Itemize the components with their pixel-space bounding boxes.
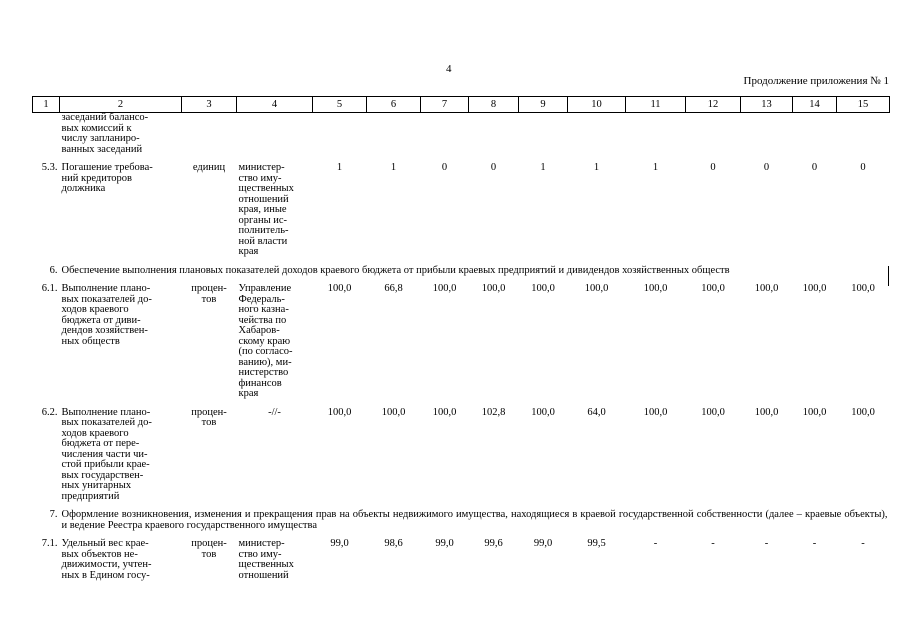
page-number: 4 — [446, 63, 452, 75]
value-cell: 100,0 — [802, 283, 827, 294]
value-cell: 100,0 — [643, 283, 668, 294]
value-cell: 99,0 — [533, 538, 553, 549]
value-cell: 100,0 — [432, 283, 457, 294]
row-number: 7.1. — [41, 538, 58, 549]
value-cell: 100,0 — [754, 406, 779, 418]
value-cell: 100,0 — [754, 283, 779, 294]
section-title: Обеспечение выполнения плановых показателей доходов краевого бюджета от прибыли краевых предприятий и дивидендов хозяйственных обществ — [61, 264, 730, 276]
value-cell: 1 — [593, 162, 600, 173]
responsible-cell: министер- ство иму- щественных отношений края, иные органы ис- полнитель- ной власти края — [238, 162, 294, 257]
value-cell: - — [861, 538, 865, 549]
value-cell: 100,0 — [327, 283, 352, 294]
value-cell: 99,5 — [587, 538, 606, 549]
value-cell: 1 — [390, 162, 397, 173]
col-header: 10 — [568, 97, 626, 113]
value-cell: 100,0 — [531, 283, 555, 294]
value-cell: 99,0 — [435, 538, 454, 549]
value-cell: 99,0 — [330, 538, 349, 549]
indicator-name: Выполнение плано- вых показателей до- ходов краевого бюджета от пере- числения части чи- стой прибыли крае- вых государствен- ных унитарных предприятий — [61, 406, 152, 502]
indicators-table — [32, 96, 890, 581]
col-header: 2 — [60, 97, 182, 113]
indicator-name: заседаний балансо- вых комиссий к числу запланиро- ванных заседаний — [61, 112, 149, 155]
unit-cell: процен- тов — [191, 538, 227, 560]
col-header: 3 — [182, 97, 237, 113]
col-header: 9 — [519, 97, 568, 113]
section-number: 7. — [49, 509, 58, 520]
col-header: 14 — [793, 97, 837, 113]
indicator-name: Погашение требова- ний кредиторов должника — [61, 162, 153, 194]
section-number: 6. — [49, 264, 58, 276]
value-cell: 102,8 — [481, 406, 506, 418]
col-header: 8 — [469, 97, 519, 113]
value-cell: 0 — [763, 162, 770, 173]
table-row — [33, 408, 890, 511]
value-cell: - — [653, 538, 658, 549]
col-header: 1 — [33, 97, 60, 113]
table-row — [33, 113, 890, 164]
indicator-name: Выполнение плано- вых показателей до- ходов краевого бюджета от диви- дендов хозяйствен- ных обществ — [61, 283, 152, 347]
value-cell: 100,0 — [381, 406, 406, 418]
responsible-cell: министер- ство иму- щественных отношений — [238, 538, 294, 581]
row-number: 6.1. — [41, 283, 58, 294]
value-cell: 100,0 — [327, 406, 352, 418]
value-cell: 100,0 — [802, 406, 827, 418]
responsible-cell: -//- — [268, 406, 281, 418]
value-cell: 0 — [490, 162, 497, 173]
row-number: 5.3. — [41, 162, 58, 173]
margin-rule — [888, 266, 889, 286]
value-cell: 0 — [710, 162, 716, 173]
value-cell: 100,0 — [701, 283, 725, 294]
table-row — [33, 539, 890, 581]
value-cell: 100,0 — [481, 283, 506, 294]
table-row — [33, 163, 890, 266]
value-cell: 1 — [540, 162, 546, 173]
value-cell: 0 — [860, 162, 866, 173]
value-cell: 100,0 — [432, 406, 457, 418]
value-cell: - — [812, 538, 817, 549]
col-header: 4 — [237, 97, 313, 113]
value-cell: 0 — [441, 162, 448, 173]
col-header: 12 — [686, 97, 741, 113]
value-cell: 100,0 — [851, 283, 875, 294]
value-cell: 99,6 — [484, 538, 503, 549]
table-row — [33, 284, 890, 408]
col-header: 6 — [367, 97, 421, 113]
col-header: 15 — [837, 97, 890, 113]
col-header: 11 — [626, 97, 686, 113]
unit-cell: процен- тов — [191, 406, 227, 428]
column-number-header — [33, 97, 890, 113]
unit-cell: процен- тов — [191, 283, 227, 305]
unit-cell: единиц — [192, 162, 226, 173]
value-cell: 64,0 — [587, 406, 606, 418]
col-header: 7 — [421, 97, 469, 113]
value-cell: 98,6 — [384, 538, 403, 549]
section-row — [33, 510, 890, 539]
indicator-name: Удельный вес крае- вых объектов не- движимости, учтен- ных в Едином госу- — [61, 538, 152, 581]
responsible-cell: Управление Федераль- ного казна- чейства по Хабаров- скому краю (по согласо- ванию), ми- нистерство финансов края — [238, 283, 293, 399]
value-cell: 66,8 — [384, 283, 403, 294]
value-cell: - — [764, 538, 769, 549]
value-cell: 100,0 — [643, 406, 668, 418]
col-header: 13 — [741, 97, 793, 113]
col-header: 5 — [313, 97, 367, 113]
value-cell: 1 — [652, 162, 659, 173]
section-title: Оформление возникновения, изменения и прекращения прав на объекты недвижимого имущества, находящиеся в краевой государственной собственности (далее – краевые объекты), и ведение Реестра краевого государственного имущества — [61, 509, 888, 531]
value-cell: 0 — [811, 162, 818, 173]
section-row — [33, 266, 890, 285]
value-cell: 1 — [336, 162, 343, 173]
value-cell: 100,0 — [701, 406, 725, 418]
value-cell: 100,0 — [531, 406, 555, 418]
value-cell: 100,0 — [851, 406, 875, 418]
row-number: 6.2. — [41, 406, 58, 418]
value-cell: - — [711, 538, 715, 549]
appendix-continuation-note: Продолжение приложения № 1 — [743, 75, 889, 87]
value-cell: 100,0 — [584, 283, 609, 294]
